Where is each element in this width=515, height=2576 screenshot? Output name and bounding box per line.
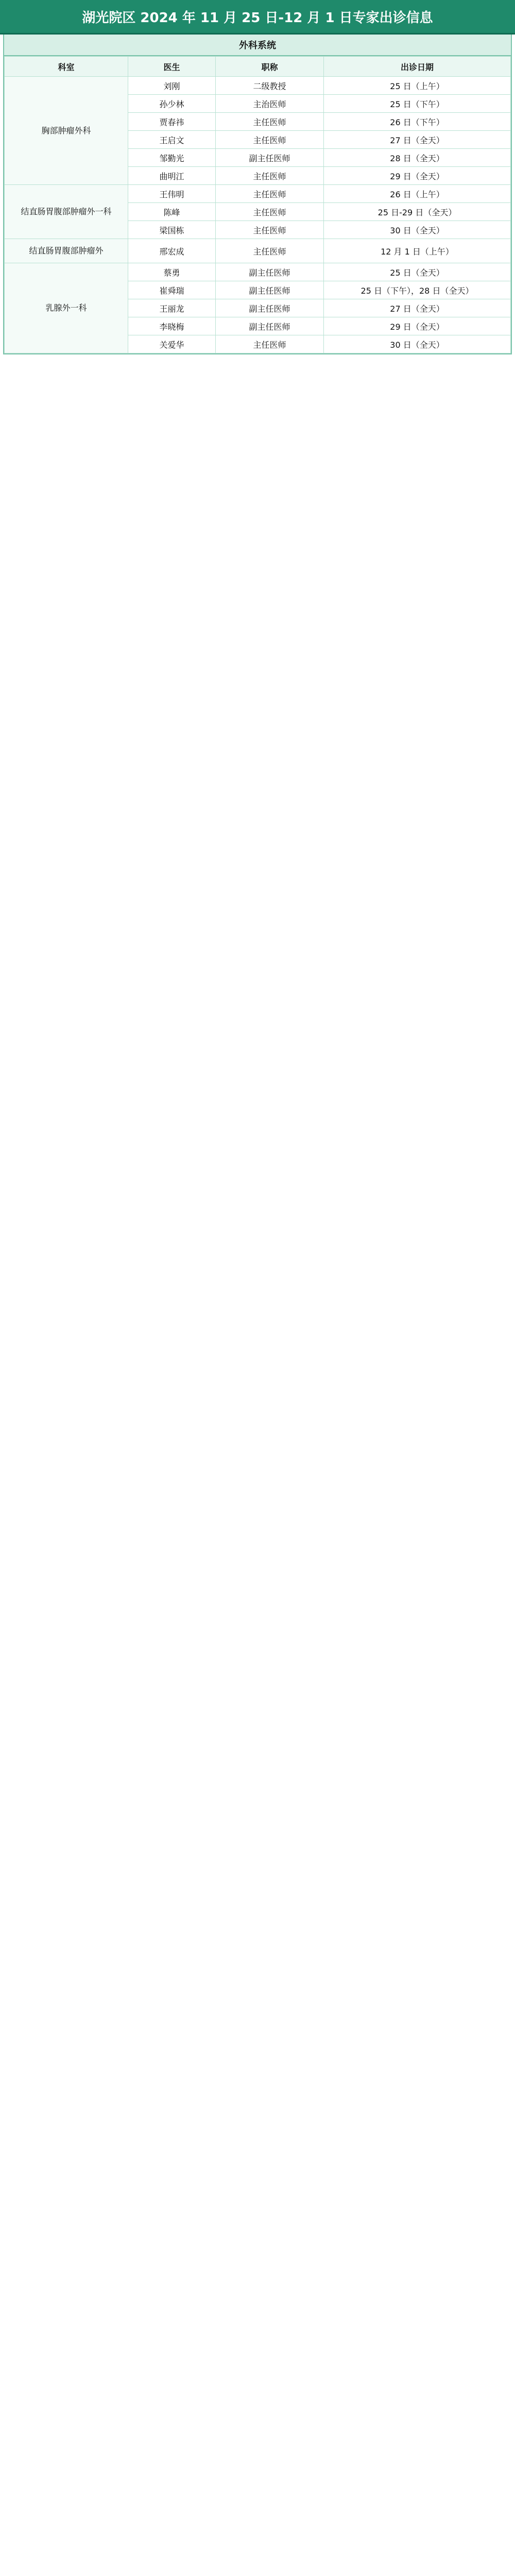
title-cell: 主任医师 [216,185,324,203]
table-row [5,185,511,203]
column-header-title: 职称 [216,57,324,77]
doctor-cell: 邢宏成 [128,239,216,263]
section-title: 外科系统 [4,35,511,56]
date-cell: 25 日（全天） [324,263,511,281]
date-cell: 27 日（全天） [324,131,511,149]
title-cell: 主任医师 [216,131,324,149]
title-cell: 副主任医师 [216,281,324,299]
title-cell: 主任医师 [216,221,324,239]
date-cell: 25 日（下午） [324,95,511,113]
doctor-cell: 关爱华 [128,335,216,353]
title-cell: 主任医师 [216,335,324,353]
doctor-cell: 孙少林 [128,95,216,113]
title-cell: 副主任医师 [216,263,324,281]
doctor-cell: 曲明江 [128,167,216,185]
doctor-cell: 崔舜瑞 [128,281,216,299]
date-cell: 29 日（全天） [324,167,511,185]
doctor-cell: 陈峰 [128,203,216,221]
doctor-cell: 王伟明 [128,185,216,203]
date-cell: 30 日（全天） [324,335,511,353]
doctor-cell: 蔡勇 [128,263,216,281]
table-header-row [5,57,511,77]
column-header-date: 出诊日期 [324,57,511,77]
dept-cell: 结直肠胃腹部肿瘤外一科 [5,185,128,239]
date-cell: 12 月 1 日（上午） [324,239,511,263]
section-surgery [3,35,512,354]
dept-cell: 胸部肿瘤外科 [5,77,128,185]
table-row [5,77,511,95]
doctor-cell: 邹勤光 [128,149,216,167]
date-cell: 25 日（上午） [324,77,511,95]
date-cell: 25 日-29 日（全天） [324,203,511,221]
spacer [0,354,515,365]
column-header-dept: 科室 [5,57,128,77]
dept-cell: 乳腺外一科 [5,263,128,353]
title-cell: 副主任医师 [216,299,324,317]
title-cell: 二级教授 [216,77,324,95]
table-row [5,239,511,263]
date-cell: 25 日（下午），28 日（全天） [324,281,511,299]
page-title: 湖光院区 2024 年 11 月 25 日-12 月 1 日专家出诊信息 [0,0,515,35]
doctor-cell: 李晓梅 [128,317,216,335]
dept-cell: 结直肠胃腹部肿瘤外 [5,239,128,263]
schedule-table [4,56,511,353]
doctor-cell: 梁国栋 [128,221,216,239]
table-row [5,263,511,281]
doctor-cell: 刘刚 [128,77,216,95]
column-header-doctor: 医生 [128,57,216,77]
title-cell: 主任医师 [216,239,324,263]
date-cell: 29 日（全天） [324,317,511,335]
title-cell: 副主任医师 [216,317,324,335]
date-cell: 26 日（下午） [324,113,511,131]
title-cell: 主任医师 [216,203,324,221]
date-cell: 30 日（全天） [324,221,511,239]
date-cell: 26 日（上午） [324,185,511,203]
title-cell: 主任医师 [216,167,324,185]
doctor-cell: 贾春祎 [128,113,216,131]
doctor-cell: 王丽龙 [128,299,216,317]
title-cell: 主任医师 [216,113,324,131]
title-cell: 副主任医师 [216,149,324,167]
title-cell: 主治医师 [216,95,324,113]
date-cell: 28 日（全天） [324,149,511,167]
date-cell: 27 日（全天） [324,299,511,317]
doctor-cell: 王启文 [128,131,216,149]
